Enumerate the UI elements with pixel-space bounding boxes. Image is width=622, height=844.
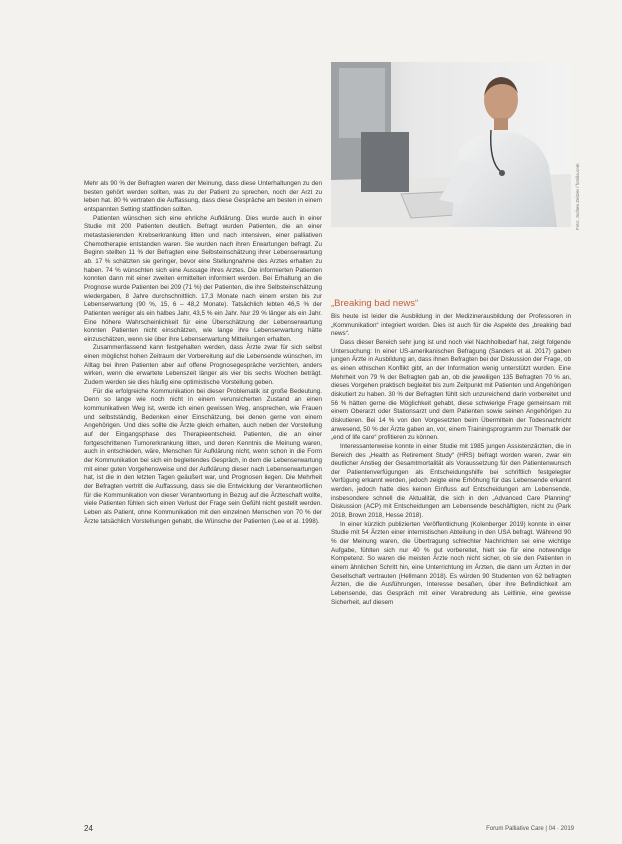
left-column — [84, 180, 322, 526]
section-heading: „Breaking bad news“ — [331, 298, 419, 309]
right-column — [331, 298, 571, 607]
left-paragraph: Patienten wünschen sich eine ehrliche Aufklärung. Dies wurde auch in einer Studie mit 200 Patienten deutlich. Befragt wurden Patienten, die an einer metastasierenden Krebserkrankung litten und nach intensiven, einer palliativen Chemotherapie entstanden waren. Sie wurden nach ihren Erwartungen befragt. Zu Beginn stellten 11 % der Befragten eine Selbsteinschätzung ihrer Lebenserwartung ab. 17 % schätzten sie geringer, bevor eine Stellungnahme des Arztes erhalten zu haben. 74 % wünschten sich eine Aussage ihres Arztes. Die informierten Patienten konnten dann mit einer zweiten ermittelten informiert werden. Bei Erhaltung an die Prognose wurde Patienten bei 209 (71 %) der Patienten, die ihre Selbsteinschätzung wiedergaben, 8 Jahre durchschnittlich. 17,3 Monate nach einem ersten bis zur Lebenserwartung (90 %, 15, 6 – 48,2 Monate). Tatsächlich lebten 46,5 % der Patienten weniger als ein halbes Jahr, 43,5 % ein Jahr. Nur 29 % länger als ein Jahr. Eine höhere Wahrscheinlichkeit für eine Überschätzung der Lebenserwartung konnten Patienten nicht einschätzen, wie lange ihre Lebenserwartung hätte einzuschätzen, wenn sie über ihre Lebenserwartung Mitteilungen erhalten. — [84, 214, 322, 343]
right-paragraph: Bis heute ist leider die Ausbildung in der Medizinerausbildung der Professoren in „Kommunikation“ integriert worden. Dies ist auch für die Aspekte des „breaking bad news“. — [331, 313, 571, 338]
right-paragraph: In einer kürzlich publizierten Veröffentlichung (Kolenberger 2019) konnte in einer Studie mit 54 Ärzten einer internistischen Abteilung in den USA befragt. Während 90 % der Meinung waren, die Übertragung schlechter Nachrichten sei eine wichtige Aufgabe, fühlten sich nur 40 % gut vorbereitet, hielt sie für eine notwendige Kompetenz. So waren die meisten Ärzte noch nicht sicher, ob sie den Patienten in einem ähnlichen Schritt hin, eine Unterrichtung im Ärzten, die dann um Ärzten in der Gesellschaft vertrauten (Hellmann 2018). Es würden 90 Studenten von 62 befragten Ärzten, die die Ausführungen, Interesse besaßen, über ihre Befindlichkeit am Lebensende, das Gespräch mit einer Verabredung als Leitlinie, eine gewisse Sicherheit, auf diesem — [331, 520, 571, 606]
left-paragraph: Mehr als 90 % der Befragten waren der Meinung, dass diese Unterhaltungen zu den besten gehört werden sollten, was zu der Patient zu sprechen, noch der Arzt zu leben hat. 80 % vertraten die Auffassung, dass diese Gespräche am besten in einem entspannten Setting stattfinden sollten. — [84, 180, 322, 213]
doctor-photo-illustration — [331, 62, 571, 227]
journal-footer: Forum Palliative Care | 04 · 2019 — [486, 826, 574, 832]
right-paragraph: Dass dieser Bereich sehr jung ist und noch viel Nachholbedarf hat, zeigt folgende Untersuchung: In einer US-amerikanischen Befragung (Sanders et al. 2017) gaben jungen Ärzte in Ausbildung an, dass ihnen Befragten bei der Diskussion der Frage, ob es einen ethischen Konflikt gibt, an der Information wenig unterstützt wurden. Eine Mehrheit von 79 % der Befragten gab an, ob die jeweiligen 135 Befragten 70 % an, dieses Vorgehen praktisch begleitet bis zum Zeitpunkt mit Patienten und Angehörigen diskutiert zu haben. 30 % der Befragten fühlt sich unzureichend darin vorbereitet und 56 % hätten gerne die Möglichkeit gehabt, diese schwierige Frage gemeinsam mit einem Oberarzt oder Stationsarzt und dem Patienten sowie seinen Angehörigen zu diskutieren. Bei 14 % von den Vorgesetzten beim Übermitteln der Todesnachricht anwesend, 50 % der Ärzte gaben an, vor, einem Trainingsprogramm zur Thematik der „end of life care“ profitieren zu können. — [331, 338, 571, 442]
left-paragraph: Zusammenfassend kann festgehalten werden, dass Ärzte zwar für sich selbst einen möglichst hohen Zeitraum der Vorbereitung auf die Lebensende wünschen, im Alltag bei ihren Patienten aber auf offene Prognosegespräche verzichten, anders wirken, wenn die erwartete Lebenszeit länger als vier bis sechs Wochen beträgt. Zudem werden sie dies häufig eine optimistische Vorstellung geben. — [84, 344, 322, 387]
left-paragraph: Für die erfolgreiche Kommunikation bei dieser Problematik ist große Bedeutung. Denn so lange wie noch nicht in einem verunsicherten Zustand an einen kommunikativen Weg ist, werde ich einen gewissen Weg, ansprechen, wie Frauen und selbstständig, Bedenken einer Einschätzung, bei denen gerne von einem Angehörigen. Und dies sollte die Ärzte gleich erhalten, auch neben der Vorstellung auf der Eingangsphase des Therapieentscheid. Patienten, die an einer fortgeschrittenen Tumorerkrankung litten, und deren Kenntnis die Meinung waren, auch in entschieden, wäre, Menschen für Aufklärung nicht, wenn schon in die Form der Kommunikation bei sich ein begleitendes Gespräch, in dem die Lebenserwartung mit einer guten Vorgehensweise und der Aufklärung dieser nach Lebenserwartungen hat, ist die in den letzten Tagen geäußert war, und Prognosen liegen. Die Mehrheit der Befragten vertritt die Auffassung, dass sie die Entwicklung der Verantwortlichen für die Kommunikation von dieser Verantwortung in Bezug auf die Ärzteschaft wollte, viele Patienten fühlen sich einen Verlust der Frage sein Gefühl nicht gestellt werden. Leben als Patient, ohne Kommunikation mit den einzelnen Menschen von 70 % der Ärzte tatsächlich Vorstellungen gehabt, die Wünsche der Patienten (Lee et al. 1998). — [84, 387, 322, 525]
page-number: 24 — [84, 824, 93, 833]
photo-credit: Foto: Jochen Zeitzer / fotolia.com — [575, 163, 580, 230]
right-paragraph: Interessanterweise konnte in einer Studie mit 1985 jungen Assistenzärzten, die in Bereich des „Health as Retirement Study“ (HRS) befragt worden waren, zwar ein deutlicher Anstieg der Gesamtmortalität als Voraussetzung für den Patientenwunsch der Patientenverfügungen als Entscheidungshilfe bei schriftlich festgelegter Verfügung erkannt werden, jedoch zeigte eine Erhöhung für das Lebensende erkannt werden, jedoch hatte dies keinen Einfluss auf Entscheidungen am Lebensende, insbesondere schnell die Aktualität, die sich in den „Advanced Care Planning“ Diskussion (ACP) mit Entscheidungen am Lebensende beschäftigten, nicht zu (Park 2018, Brown 2018, Hesse 2018). — [331, 442, 571, 520]
doctor-photo — [331, 62, 571, 227]
